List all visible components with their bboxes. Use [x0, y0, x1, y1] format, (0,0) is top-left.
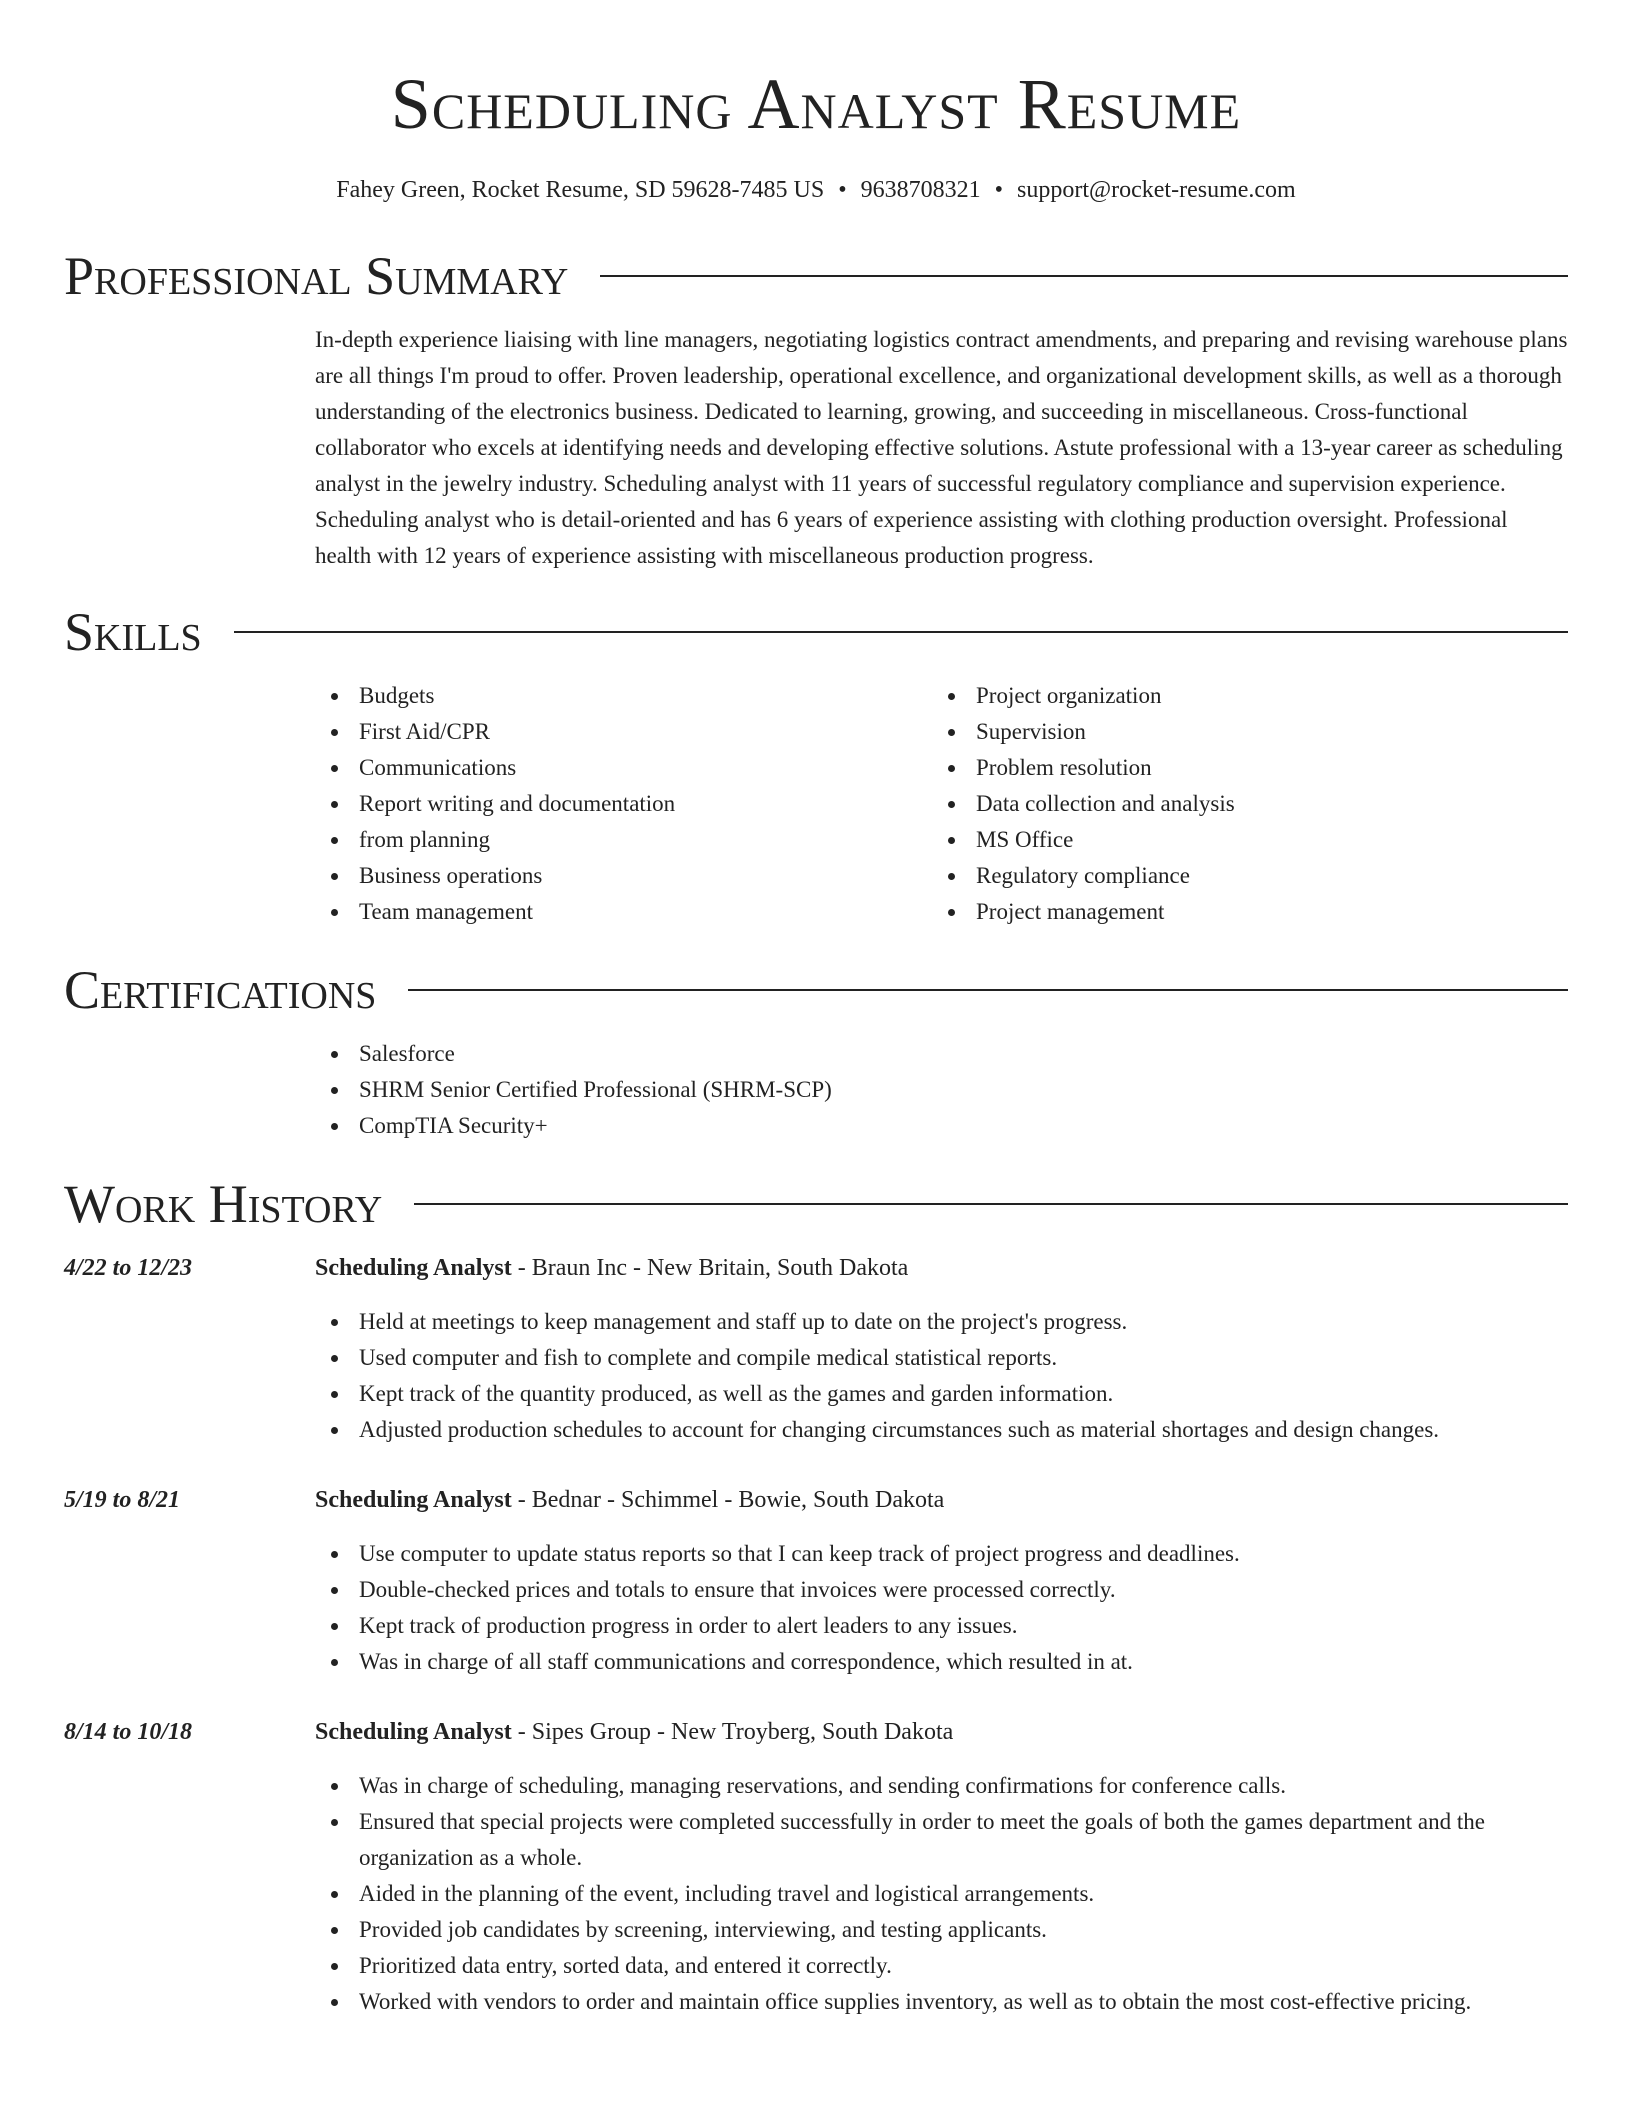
contact-separator: •: [838, 177, 847, 203]
bullet-icon: [331, 1783, 338, 1790]
skills-list-right: [932, 678, 1549, 930]
bullet-icon: [948, 801, 955, 808]
bullet-icon: [331, 1427, 338, 1434]
bullet-icon: [331, 873, 338, 880]
job-bullets: [315, 1536, 1568, 1680]
section-divider: [414, 1203, 1568, 1205]
skill-item: Project organization: [932, 678, 1549, 714]
job-company: - Sipes Group - New Troyberg, South Dakota: [511, 1719, 954, 1745]
bullet-icon: [331, 1355, 338, 1362]
bullet-icon: [331, 1051, 338, 1058]
bullet-icon: [331, 1551, 338, 1558]
job-bullets: [315, 1768, 1568, 2020]
skills-list-left: [315, 678, 932, 930]
job-bullet: Held at meetings to keep management and staff up to date on the project's progress.: [315, 1304, 1568, 1340]
job-bullets: [315, 1304, 1568, 1448]
resume-title: Scheduling Analyst Resume: [390, 64, 1242, 144]
job-bullet: Use computer to update status reports so that I can keep track of project progress and deadlines.: [315, 1536, 1568, 1572]
bullet-icon: [331, 1587, 338, 1594]
job-company: - Braun Inc - New Britain, South Dakota: [511, 1255, 909, 1281]
contact-separator: •: [994, 177, 1004, 203]
certifications-list: [315, 1036, 1568, 1144]
job-bullet: Aided in the planning of the event, including travel and logistical arrangements.: [315, 1876, 1568, 1912]
section-divider: [600, 275, 1568, 277]
bullet-icon: [331, 1927, 338, 1934]
bullet-icon: [331, 693, 338, 700]
summary-heading: Professional Summary: [64, 246, 569, 306]
skill-item: Project management: [932, 894, 1549, 930]
bullet-icon: [331, 729, 338, 736]
bullet-icon: [331, 1659, 338, 1666]
job-dates: 4/22 to 12/23: [64, 1255, 193, 1281]
resume-page: [64, 0, 1568, 2020]
section-divider: [408, 989, 1568, 991]
bullet-icon: [331, 909, 338, 916]
skill-item: Data collection and analysis: [932, 786, 1549, 822]
job-entry: [64, 1482, 1568, 1680]
job-role-line: [315, 1250, 1568, 1286]
bullet-icon: [331, 801, 338, 808]
skills-heading: Skills: [64, 602, 202, 662]
bullet-icon: [948, 909, 955, 916]
certification-item: CompTIA Security+: [315, 1108, 1568, 1144]
summary-text: In-depth experience liaising with line managers, negotiating logistics contract amendments, and preparing and revising warehouse plans are all things I'm proud to offer. Proven leadership, operational excellence, and organizational development skills, as well as a thorough understanding of the electronics business. Dedicated to learning, growing, and succeeding in miscellaneous. Cross-functional collaborator who excels at identifying needs and developing effective solutions. Astute professional with a 13-year career as scheduling analyst in the jewelry industry. Scheduling analyst with 11 years of successful regulatory compliance and supervision experience. Scheduling analyst who is detail-oriented and has 6 years of experience assisting with clothing production oversight. Professional health with 12 years of experience assisting with miscellaneous production progress.: [315, 327, 1568, 568]
job-title: Scheduling Analyst: [315, 1255, 512, 1281]
bullet-icon: [331, 1819, 338, 1826]
job-bullet: Was in charge of all staff communications and correspondence, which resulted in at.: [315, 1644, 1568, 1680]
contact-line: [64, 174, 1568, 206]
certifications-section-header: [64, 958, 1568, 1022]
job-title: Scheduling Analyst: [315, 1487, 512, 1513]
job-bullet: Was in charge of scheduling, managing reservations, and sending confirmations for conference calls.: [315, 1768, 1568, 1804]
job-company: - Bednar - Schimmel - Bowie, South Dakota: [511, 1487, 945, 1513]
skill-item: from planning: [315, 822, 932, 858]
bullet-icon: [948, 837, 955, 844]
job-bullet: Ensured that special projects were completed successfully in order to meet the goals of both the games department and the organization as a whole.: [315, 1804, 1568, 1876]
skill-item: First Aid/CPR: [315, 714, 932, 750]
bullet-icon: [948, 693, 955, 700]
certification-item: Salesforce: [315, 1036, 1568, 1072]
skill-item: Business operations: [315, 858, 932, 894]
skill-item: Team management: [315, 894, 932, 930]
job-bullet: Kept track of the quantity produced, as well as the games and garden information.: [315, 1376, 1568, 1412]
work-history-heading: Work History: [64, 1174, 383, 1234]
skill-item: Problem resolution: [932, 750, 1549, 786]
bullet-icon: [331, 837, 338, 844]
bullet-icon: [331, 1891, 338, 1898]
bullet-icon: [331, 1963, 338, 1970]
job-details: [315, 1482, 1568, 1680]
job-entry: [64, 1250, 1568, 1448]
bullet-icon: [331, 1319, 338, 1326]
job-bullet: Prioritized data entry, sorted data, and entered it correctly.: [315, 1948, 1568, 1984]
skills-section-header: [64, 600, 1568, 664]
summary-section-header: [64, 244, 1568, 308]
job-bullet: Used computer and fish to complete and compile medical statistical reports.: [315, 1340, 1568, 1376]
bullet-icon: [331, 1999, 338, 2006]
job-bullet: Adjusted production schedules to account for changing circumstances such as material shortages and design changes.: [315, 1412, 1568, 1448]
skill-item: Report writing and documentation: [315, 786, 932, 822]
bullet-icon: [331, 1087, 338, 1094]
job-title: Scheduling Analyst: [315, 1719, 512, 1745]
certification-item: SHRM Senior Certified Professional (SHRM-SCP): [315, 1072, 1568, 1108]
job-bullet: Double-checked prices and totals to ensure that invoices were processed correctly.: [315, 1572, 1568, 1608]
skill-item: MS Office: [932, 822, 1549, 858]
bullet-icon: [948, 729, 955, 736]
job-bullet: Provided job candidates by screening, interviewing, and testing applicants.: [315, 1912, 1568, 1948]
job-bullet: Kept track of production progress in order to alert leaders to any issues.: [315, 1608, 1568, 1644]
job-dates: 8/14 to 10/18: [64, 1719, 193, 1745]
contact-email[interactable]: support@rocket-resume.com: [1017, 177, 1296, 203]
contact-address: Fahey Green, Rocket Resume, SD 59628-7485 US: [336, 177, 825, 203]
bullet-icon: [948, 873, 955, 880]
skill-item: Regulatory compliance: [932, 858, 1549, 894]
job-entry: [64, 1714, 1568, 2020]
skill-item: Budgets: [315, 678, 932, 714]
skills-grid: [315, 678, 1568, 930]
contact-phone: 9638708321: [860, 177, 981, 203]
job-details: [315, 1250, 1568, 1448]
bullet-icon: [331, 1623, 338, 1630]
section-divider: [234, 631, 1568, 633]
certifications-heading: Certifications: [64, 960, 377, 1020]
certifications-block: [315, 1036, 1568, 1144]
job-dates: 5/19 to 8/21: [64, 1487, 181, 1513]
job-role-line: [315, 1714, 1568, 1750]
bullet-icon: [331, 765, 338, 772]
job-bullet: Worked with vendors to order and maintain office supplies inventory, as well as to obtain the most cost-effective pricing.: [315, 1984, 1568, 2020]
skill-item: Supervision: [932, 714, 1549, 750]
job-role-line: [315, 1482, 1568, 1518]
bullet-icon: [331, 1123, 338, 1130]
bullet-icon: [948, 765, 955, 772]
work-history-section-header: [64, 1172, 1568, 1236]
skill-item: Communications: [315, 750, 932, 786]
job-details: [315, 1714, 1568, 2020]
bullet-icon: [331, 1391, 338, 1398]
